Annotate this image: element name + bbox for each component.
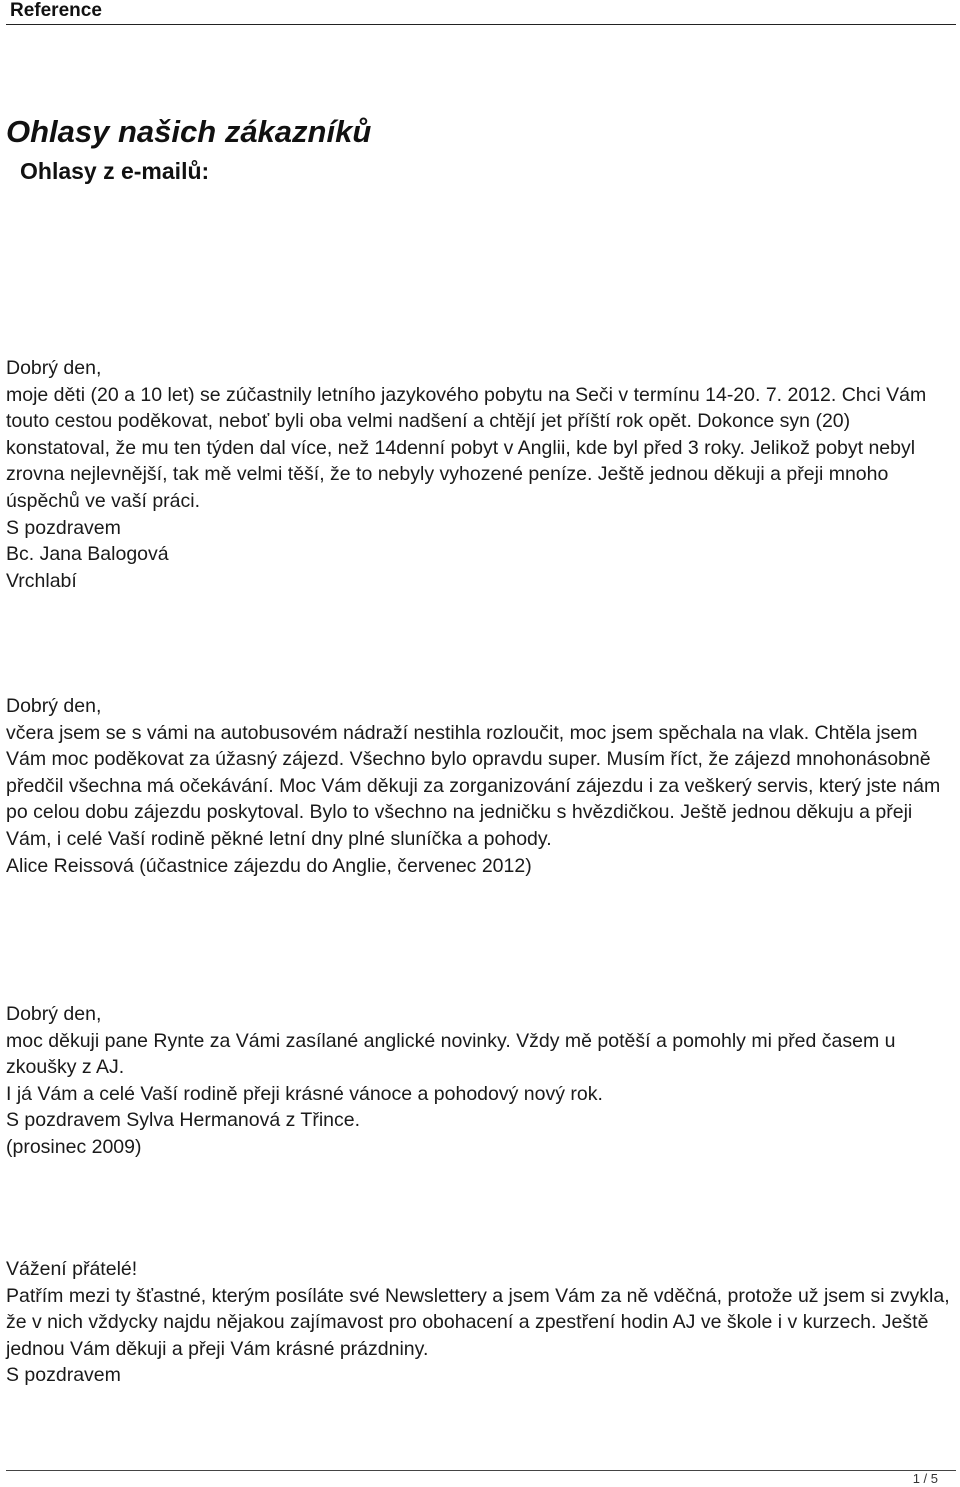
author-place: Vrchlabí	[6, 569, 77, 592]
signature: S pozdravem Sylva Hermanová z Třince.	[6, 1109, 361, 1132]
header-divider	[6, 24, 956, 25]
testimonial-1	[6, 355, 956, 594]
testimonial-4	[6, 1256, 956, 1389]
message-body: moje děti (20 a 10 let) se zúčastnily letního jazykového pobytu na Seči v termínu 14-20. 7. 2012. Chci Vám touto cestou poděkovat, neboť byli oba velmi nadšení a chtějí jet příští rok opět. Dokonce syn (20) konstatoval, že mu ten týden dal více, než 14denní pobyt v Anglii, kde byl před 3 roky. Jelikož pobyt nebyl zrovna nejlevnější, tak mě velmi těší, že to nebyly vyhozené peníze. Ještě jednou děkuji a přeji mnoho úspěchů ve vaší práci.	[6, 383, 927, 512]
greeting: Dobrý den,	[6, 695, 102, 717]
header-label: Reference	[10, 0, 102, 21]
signature: Alice Reissová (účastnice zájezdu do Anglie, červenec 2012)	[6, 854, 532, 877]
message-body: Patřím mezi ty šťastné, kterým posíláte své Newslettery a jsem Vám za ně vděčná, protože už jsem si zvykla, že v nich vždycky najdu nějakou zajímavost pro obohacení a zpestření hodin AJ ve škole i v kurzech. Ještě jednou Vám děkuji a přeji Vám krásné prázdniny.	[6, 1284, 950, 1360]
page-number: 1 / 5	[912, 1471, 938, 1486]
message-body: včera jsem se s vámi na autobusovém nádraží nestihla rozloučit, moc jsem spěchala na vlak. Chtěla jsem Vám moc poděkovat za úžasný zájezd. Všechno bylo opravdu super. Musím říct, že zájezd mnohonásobně předčil všechna má očekávání. Moc Vám děkuji za zorganizování zájezdu i za veškerý servis, který jste nám po celou dobu zájezdu poskytoval. Bylo to všechno na jedničku s hvězdičkou. Ještě jednou děkuju a přeji Vám, i celé Vaší rodině pěkné letní dny plné sluníčka a pohody.	[6, 721, 941, 850]
page-title: Ohlasy našich zákazníků	[6, 114, 372, 149]
greeting: Dobrý den,	[6, 1003, 102, 1025]
greeting: Vážení přátelé!	[6, 1258, 138, 1280]
closing: S pozdravem	[6, 516, 121, 539]
testimonial-2	[6, 693, 956, 879]
message-date: (prosinec 2009)	[6, 1135, 142, 1158]
page-header	[0, 0, 960, 24]
author-name: Bc. Jana Balogová	[6, 543, 169, 566]
message-body: moc děkuji pane Rynte za Vámi zasílané anglické novinky. Vždy mě potěší a pomohly mi před časem u zkoušky z AJ.	[6, 1029, 896, 1079]
footer-divider	[6, 1470, 956, 1471]
testimonial-3	[6, 1001, 956, 1161]
greeting: Dobrý den,	[6, 357, 102, 379]
page-subtitle: Ohlasy z e-mailů:	[20, 158, 210, 184]
holiday-wish: I já Vám a celé Vaší rodině přeji krásné vánoce a pohodový nový rok.	[6, 1082, 603, 1105]
closing: S pozdravem	[6, 1364, 121, 1387]
